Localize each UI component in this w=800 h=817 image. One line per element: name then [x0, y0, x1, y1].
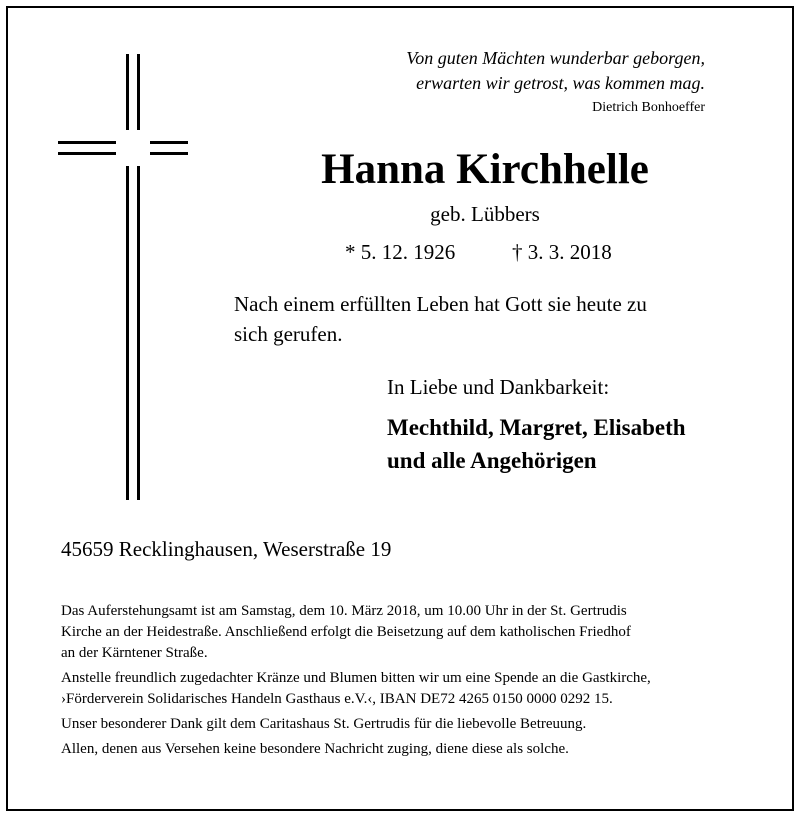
- mourners-intro: In Liebe und Dankbarkeit:: [387, 375, 610, 399]
- donation-line: Anstelle freundlich zugedachter Kränze und Blumen bitten wir um eine Spende an die Gastkirche,: [61, 670, 651, 686]
- death-date: † 3. 3. 2018: [512, 240, 612, 264]
- funeral-notice: [61, 601, 751, 760]
- donation-line: ›Förderverein Solidarisches Handeln Gasthaus e.V.‹, IBAN DE72 4265 0150 0000 0292 15.: [61, 691, 613, 707]
- mourners-names: [387, 411, 686, 477]
- epigraph-line: Von guten Mächten wunderbar geborgen,: [406, 48, 705, 68]
- thanks-line: Unser besonderer Dank gilt dem Caritashaus St. Gertrudis für die liebevolle Betreuung.: [61, 716, 587, 732]
- epigraph-author: Dietrich Bonhoeffer: [592, 100, 705, 115]
- closing-line: Allen, denen aus Versehen keine besondere Nachricht zuging, diene diese als solche.: [61, 741, 569, 757]
- service-line: Kirche an der Heidestraße. Anschließend erfolgt die Beisetzung auf dem katholischen Friedhof: [61, 624, 631, 640]
- epigraph: [406, 46, 705, 119]
- epigraph-line: erwarten wir getrost, was kommen mag.: [416, 73, 705, 93]
- message-line: Nach einem erfüllten Leben hat Gott sie heute zu: [234, 292, 647, 316]
- birth-date: * 5. 12. 1926: [345, 240, 456, 264]
- birth-name: geb. Lübbers: [430, 202, 540, 226]
- mourners-names-line: Mechthild, Margret, Elisabeth: [387, 415, 686, 440]
- family-address: 45659 Recklinghausen, Weserstraße 19: [61, 537, 392, 561]
- mourners-names-line: und alle Angehörigen: [387, 448, 597, 473]
- message-line: sich gerufen.: [234, 322, 343, 346]
- service-line: an der Kärntener Straße.: [61, 645, 208, 661]
- service-line: Das Auferstehungsamt ist am Samstag, dem 10. März 2018, um 10.00 Uhr in der St. Gertrudis: [61, 603, 627, 619]
- deceased-name: Hanna Kirchhelle: [321, 146, 649, 193]
- obituary-message: [234, 289, 754, 349]
- cross-icon: [58, 54, 188, 500]
